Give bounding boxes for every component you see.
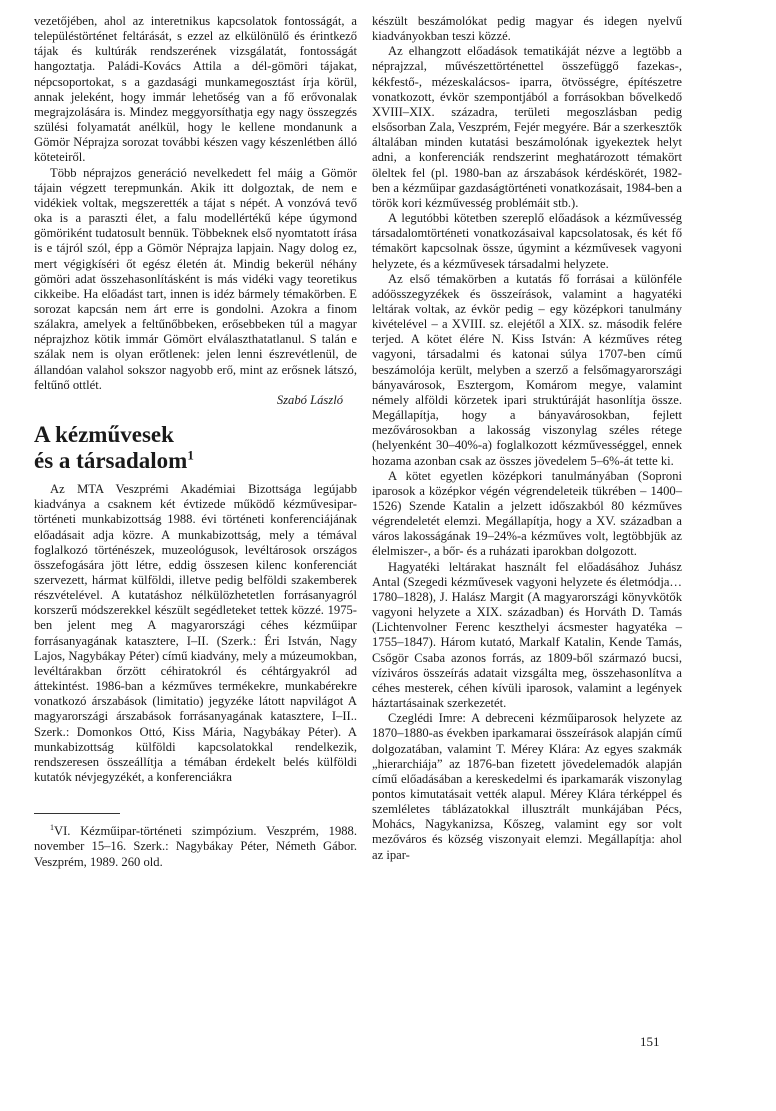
article-title-footnote-marker: 1 bbox=[187, 447, 194, 463]
article-title bbox=[34, 422, 357, 474]
intro-paragraph-2: Több néprajzos generáció nevelkedett fel máig a Gömör tájain végzett terepmunkán. Akik itt dolgoztak, de nem e vidékiek voltak, megszerették a tájat s népét. A vonzóvá tevő oka is a paraszti élet, a falu modellértékű képe úgymond gömöriként tudatosult bennük. Többeknek első nyomtatott írása is e tájról szól, épp a Gömör Néprajza lapjain. Nagy dolog ez, mert végigkíséri őt egész életén át. Mindig bekerül néhány gömöri adat összehasonlításként is más vidéki vagy teoretikus cikkeibe. Ha előadást tart, innen is idéz bármely témakörben. E sorozat kapcsán nem árt erre is gondolni. Azokra a finom szálakra, amelyek a feltűnőbbeken, erősebbeken túl a magyar néprajzhoz kötik immár Gömört elválaszthatatlanul. S talán e szálak nem is olyan erőtlenek: jelen lenni észrevétlenül, de állandóan valahol sokszor nagyobb erő, mint az erősnek látszó, feltűnő ottlét. bbox=[34, 165, 357, 392]
footnote bbox=[34, 820, 357, 869]
right-paragraph-3: A legutóbbi kötetben szereplő előadások a kézművesség társadalomtörténeti vonatkozásaival kapcsolatosak, és két fő témakört kapcsolnak össze, úgymint a kézművesek vagyoni helyzete, és a kézművesek társadalmi helyzete. bbox=[372, 211, 682, 271]
footnote-divider bbox=[34, 813, 120, 814]
article-title-line-2-text: és a társadalom bbox=[34, 448, 188, 474]
article-title-line-2 bbox=[34, 448, 357, 474]
right-paragraph-7: Czeglédi Imre: A debreceni kézműiparosok helyzete az 1870–1880-as években iparkamarai összeírások alapján című dolgozatában, valamint T. Mérey Klára: Az egyes szakmák „hierarchiája” az 1876-ban fizetett jövedelemadók alapján című előadásában a kereskedelmi és iparkamarák viszonylag pontos kimutatásait vették alapul. Mérey Klára térképpel és szemléletes táblázatokkal illusztrált munkájában Pécs, Mohács, Nagykanizsa, Kőszeg, valamint egy sor volt mezőváros és község viszonyait elemzi. Megállapítja: ahol az ipar- bbox=[372, 711, 682, 862]
author-signature: Szabó László bbox=[276, 392, 343, 407]
right-paragraph-2: Az elhangzott előadások tematikáját nézve a legtöbb a néprajzzal, művészettörténettel összefüggő fazekas-, kékfestő-, mézeskalácsos- iparra, ötvösségre, építészetre vonatkozott, évkör szempontjából a forrásokban bővelkedő XVIII–XIX. századra, területi megoszlásban pedig elsősorban Zala, Veszprém, Fejér megyére. Bár a szerkesztők általában minden kutatási beszámolónak igyekeztek helyt adni, a konferenciák rendszerint meghatározott témakört öleltek fel (pl. 1980-ban az árszabások kérdéskörét, 1982-ben a kézműipar gazdaságtörténeti vonatkozásait, 1984-ben a török kori kézművesség problémáit stb.). bbox=[372, 44, 682, 210]
right-paragraph-1: készült beszámolókat pedig magyar és idegen nyelvű kiadványokban teszi közzé. bbox=[372, 14, 682, 44]
left-column bbox=[34, 14, 357, 870]
right-column bbox=[372, 14, 682, 863]
intro-paragraph-1: vezetőjében, ahol az interetnikus kapcsolatok fontosságát, a településtörténet feltárását, s ezzel az elkülönülő és érintkező tájak és kultúrák rendszerének vizsgálatát, fontosságát hangoztatja. Paládi-Kovács Attila a dél-gömöri tájakat, népcsoportokat, s a gazdasági munkamegosztást írja körül, annak jeleként, hogy immár lehetőség van a fő erővonalak megrajzolására is. Mindez meggyorsíthatja egy nagy összegzés szülési folyamatát anélkül, hogy le kellene mondanunk a Gömör Néprajza sorozat további készen vagy készenlétben álló köteteiről. bbox=[34, 14, 357, 165]
footnote-marker: 1 bbox=[50, 823, 54, 833]
right-paragraph-6: Hagyatéki leltárakat használt fel előadásához Juhász Antal (Szegedi kézművesek vagyoni helyzete és életmódja… 1780–1828), J. Halász Margit (A magyarországi könyvkötők vagyoni helyzete a XIX. században) és Horváth D. Tamás (Lichtenvolner Ferenc keszthelyi ácsmester hagyatéka – 1755–1847). Három kutató, Markalf Katalin, Kende Tamás, Csőgör Csaba azonos forrás, az 1809-ből származó bucsi, víziváros összeírás adatait vizsgálta meg, összehasonlítva a céhes mesterek, céhen kívüli iparosok, valamint a legények háztartásainak szerkezetét. bbox=[372, 559, 682, 711]
right-paragraph-4: Az első témakörben a kutatás fő forrásai a különféle adóösszegyzékek és összeírások, valamint a hagyatéki leltárak voltak, az évkör pedig – egy középkori tanulmány kivételével – a XVIII. sz. elejétől a XIX. sz. második felére terjed. A kötet élére N. Kiss István: A kézműves réteg vagyoni, társadalmi és katonai súlya 1707-ben című beszámolója került, melyben a szerző a felsőmagyarországi bányavárosok, Esztergom, Komárom megye, valamint némely alföldi körzetek ipari struktúráját hasonlítja össze. Megállapítja, hogy a bányavárosokban, fejlett mezővárosokban a lakosság viszonylag széles rétege (helyenként 30–40%-a) foglalkozott kézművességgel, ennek hozama azonban csak az összes jövedelem 5–6%-át tette ki. bbox=[372, 271, 682, 468]
article-title-line-1: A kézművesek bbox=[34, 422, 174, 448]
page-number: 151 bbox=[640, 1034, 660, 1049]
right-paragraph-5: A kötet egyetlen középkori tanulmányában (Soproni iparosok a középkor végén végrendeleteik tükrében – 1400–1526) Szende Katalin a jelzett időszakból 80 kézműves végrendeletét elemzi. Megállapítja, hogy a XV. században a város lakosságának 19–24%-a kézműves volt, legtöbbjük az élelmiszer-, a bőr- és a ruházati iparokban dolgozott. bbox=[372, 468, 682, 559]
footnote-text: VI. Kézműipar-történeti szimpózium. Veszprém, 1988. november 15–16. Szerk.: Nagybákay Péter, Németh Gábor. Veszprém, 1989. 260 old. bbox=[34, 824, 357, 869]
article-paragraph-1: Az MTA Veszprémi Akadémiai Bizottsága legújabb kiadványa a csaknem két évtizede működő kézművesipar-történeti munkabizottság 1988. évi történeti konferenciájának előadásait adja közre. A munkabizottság, mely a témával foglalkozó történészek, muzeológusok, levéltárosok országos összefogására jött létre, eddig összesen kilenc konferenciát szervezett, hármat külföldi, illetve pedig belföldi szakemberek részvételével. A kutatáshoz nélkülözhetetlen forrásanyagról korszerű módszerekkel készült segédleteket tettek közzé. 1975-ben jelent meg A magyarországi céhes kézműipar forrásanyagának katasztere, I–II. (Szerk.: Éri István, Nagy Lajos, Nagybákay Péter) című kiadvány, mely a múzeumokban, levéltárakban őrzött céhiratokról és céhtárgyakról ad áttekintést. 1986-ban a kézműves termékekre, munkabérekre vonatkozó árszabások (limitatio) jegyzéke látott napvilágot A magyarországi árszabások forrásanyagának katasztere, I–II.. Szerk.: Domonkos Ottó, Kiss Mária, Nagybákay Péter). A munkabizottság külföldi kapcsolatokkal rendelkezik, rendszeresen összeállítja a témában érdekelt belés külföldi kutatók névjegyzékét, a konferenciákra bbox=[34, 482, 357, 785]
